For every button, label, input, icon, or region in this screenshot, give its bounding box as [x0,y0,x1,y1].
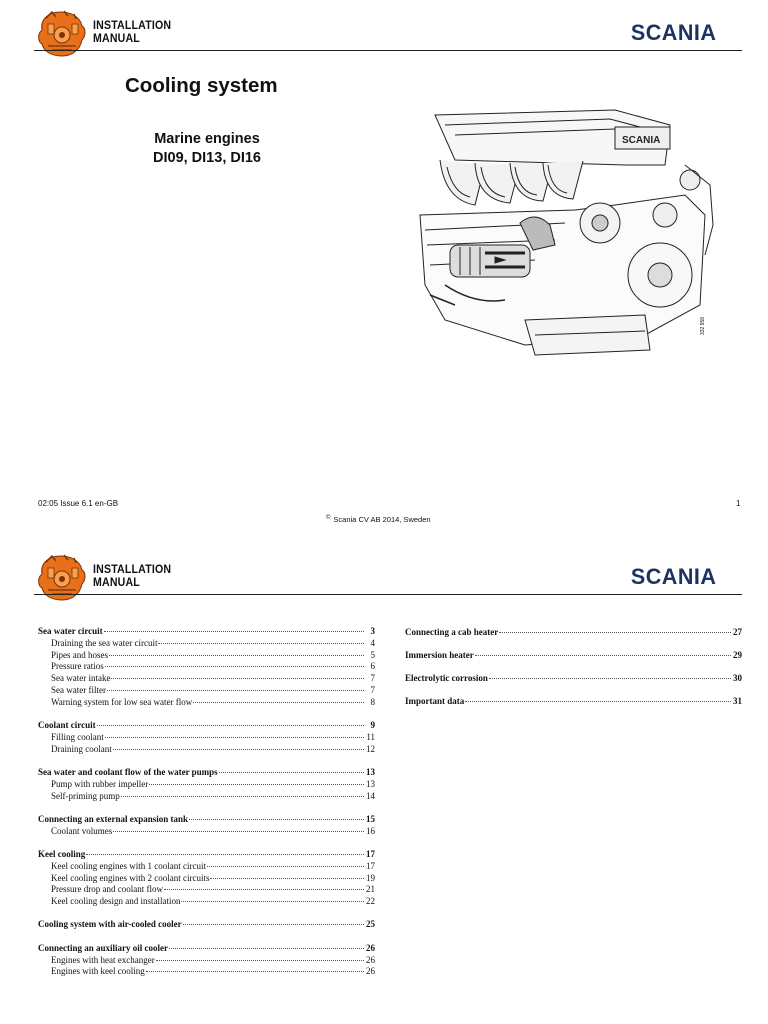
toc-leader-dots [210,878,364,879]
toc-entry-page: 12 [366,743,375,754]
toc-leader-dots [189,819,364,820]
issue-info: 02:05 Issue 6.1 en-GB [38,499,119,508]
toc-subentry[interactable] [38,661,375,673]
toc-group [405,695,742,707]
toc-entry-page: 25 [366,919,375,930]
toc-subentry[interactable] [38,673,375,685]
brand-logo: SCANIA [630,564,717,589]
toc-entry-title: Electrolytic corrosion [405,673,488,683]
toc-group [405,672,742,684]
toc-entry-page: 26 [366,954,375,965]
toc-entry-title: Cooling system with air-cooled cooler [38,919,182,930]
toc-leader-dots [156,960,364,961]
toc-subentry[interactable] [38,884,375,896]
toc-subentry[interactable] [38,685,375,697]
toc-left-column [38,626,375,990]
toc-entry[interactable] [38,943,375,955]
toc-entry-page: 17 [366,848,375,859]
toc-subentry[interactable] [38,955,375,967]
toc-entry-title: Connecting an external expansion tank [38,813,189,824]
toc-subentry[interactable] [38,732,375,744]
figure-id: 332 958 [700,316,706,335]
toc-entry-page: 15 [366,813,375,824]
toc-entry[interactable] [405,626,742,638]
toc-subentry[interactable] [38,650,375,662]
toc-entry-title: Sea water and coolant flow of the water pumps [38,766,218,777]
toc-entry-page: 6 [370,661,375,672]
toc-group [38,849,375,908]
toc-entry-page: 30 [733,673,742,683]
toc-leader-dots [104,631,364,632]
toc-subentry[interactable] [38,697,375,709]
toc-entry-title: Important data [405,696,465,706]
toc-entry[interactable] [38,919,375,931]
toc-group [38,767,375,802]
toc-entry-page: 13 [366,778,375,789]
toc-entry-title: Engines with keel cooling [51,966,145,977]
toc-entry-page: 16 [366,825,375,836]
toc-entry-title: Filling coolant [51,731,104,742]
toc-leader-dots [86,854,364,855]
toc-entry[interactable] [38,849,375,861]
toc-leader-dots [109,655,364,656]
toc-entry-page: 5 [370,649,375,660]
toc-entry-title: Engines with heat exchanger [51,954,155,965]
toc-entry-page: 14 [366,790,375,801]
copyright-text: Scania CV AB 2014, Sweden [333,515,431,524]
toc-entry-title: Self-priming pump [51,790,120,801]
toc-leader-dots [97,725,364,726]
toc-entry-title: Draining the sea water circuit [51,637,158,648]
mascot-logo-icon [34,552,88,604]
toc-leader-dots [146,971,364,972]
document-subtitle [125,130,289,168]
toc-leader-dots [149,784,364,785]
toc-entry-page: 19 [366,872,375,883]
toc-entry-title: Keel cooling design and installation [51,896,181,907]
toc-leader-dots [475,655,731,656]
toc-entry-page: 21 [366,884,375,895]
toc-subentry[interactable] [38,638,375,650]
toc-entry-page: 22 [366,896,375,907]
toc-entry-page: 13 [366,766,375,777]
toc-entry-page: 26 [366,942,375,953]
toc-leader-dots [113,749,364,750]
toc-entry-page: 29 [733,650,742,660]
toc-leader-dots [169,948,364,949]
toc-entry-title: Coolant circuit [38,720,96,731]
brand-logo: SCANIA [630,20,717,45]
toc-subentry[interactable] [38,966,375,978]
toc-group [405,649,742,661]
document-title: Cooling system [125,74,278,97]
subtitle-line1: Marine engines [154,131,260,147]
toc-entry-title: Pump with rubber impeller [51,778,149,789]
copyright-icon: © [326,515,331,521]
svg-text:SCANIA: SCANIA [622,135,661,146]
toc-subentry[interactable] [38,896,375,908]
toc-entry-title: Pipes and hoses [51,649,108,660]
toc-leader-dots [193,702,364,703]
toc-entry-page: 27 [733,627,742,637]
toc-entry-title: Keel cooling engines with 1 coolant circuit [51,860,206,871]
header-line1: INSTALLATION [93,20,172,32]
toc-entry-title: Keel cooling [38,848,86,859]
toc-entry[interactable] [405,695,742,707]
toc-leader-dots [121,796,364,797]
toc-leader-dots [105,666,364,667]
header-divider [34,50,742,51]
toc-leader-dots [164,889,364,890]
toc-entry[interactable] [38,814,375,826]
toc-leader-dots [207,866,364,867]
toc-entry-title: Connecting an auxiliary oil cooler [38,942,168,953]
header-line1: INSTALLATION [93,564,172,576]
toc-entry-title: Coolant volumes [51,825,113,836]
toc-entry-title: Draining coolant [51,743,112,754]
toc-entry[interactable] [38,767,375,779]
toc-leader-dots [499,632,731,633]
toc-entry-title: Pressure ratios [51,661,104,672]
toc-leader-dots [465,701,731,702]
toc-entry-page: 4 [370,637,375,648]
toc-leader-dots [181,901,364,902]
toc-right-column [405,626,742,718]
toc-subentry[interactable] [38,861,375,873]
engine-illustration [415,105,725,360]
toc-subentry[interactable] [38,791,375,803]
header-line2: MANUAL [93,577,140,589]
toc-entry-title: Sea water filter [51,684,106,695]
toc-entry-title: Sea water circuit [38,626,103,636]
toc-leader-dots [105,737,364,738]
toc-entry-page: 7 [370,673,375,684]
toc-entry-page: 3 [370,626,375,636]
toc-entry[interactable] [405,672,742,684]
toc-group [38,814,375,838]
toc-subentry[interactable] [38,873,375,885]
toc-entry-title: Sea water intake [51,673,111,684]
header-title [93,564,171,590]
toc-entry[interactable] [405,649,742,661]
toc-group [38,720,375,755]
toc-entry-title: Immersion heater [405,650,474,660]
toc-entry-page: 9 [370,720,375,731]
header-divider [34,594,742,595]
toc-group [38,943,375,978]
toc-leader-dots [158,643,364,644]
toc-group [405,626,742,638]
toc-leader-dots [107,690,364,691]
toc-leader-dots [111,678,364,679]
page-number: 1 [736,499,741,508]
header-title [93,20,171,46]
toc-entry[interactable] [38,626,375,638]
copyright-notice [326,515,431,524]
toc-entry-title: Keel cooling engines with 2 coolant circuits [51,872,210,883]
toc-subentry[interactable] [38,826,375,838]
toc-entry-page: 31 [733,696,742,706]
toc-entry-page: 11 [366,731,375,742]
header-line2: MANUAL [93,33,140,45]
toc-entry-page: 26 [366,966,375,977]
toc-group [38,626,375,709]
toc-entry-page: 8 [370,696,375,707]
toc-entry-title: Pressure drop and coolant flow [51,884,163,895]
toc-subentry[interactable] [38,744,375,756]
toc-leader-dots [219,772,364,773]
toc-leader-dots [183,924,364,925]
toc-entry[interactable] [38,720,375,732]
toc-entry-page: 17 [366,860,375,871]
toc-group [38,919,375,931]
toc-entry-title: Warning system for low sea water flow [51,696,193,707]
toc-leader-dots [113,831,364,832]
contents-page [0,544,768,1024]
subtitle-line2: DI09, DI13, DI16 [153,150,261,166]
toc-entry-page: 7 [370,684,375,695]
mascot-logo-icon [34,8,88,60]
toc-leader-dots [489,678,731,679]
toc-entry-title: Connecting a cab heater [405,627,499,637]
toc-subentry[interactable] [38,779,375,791]
